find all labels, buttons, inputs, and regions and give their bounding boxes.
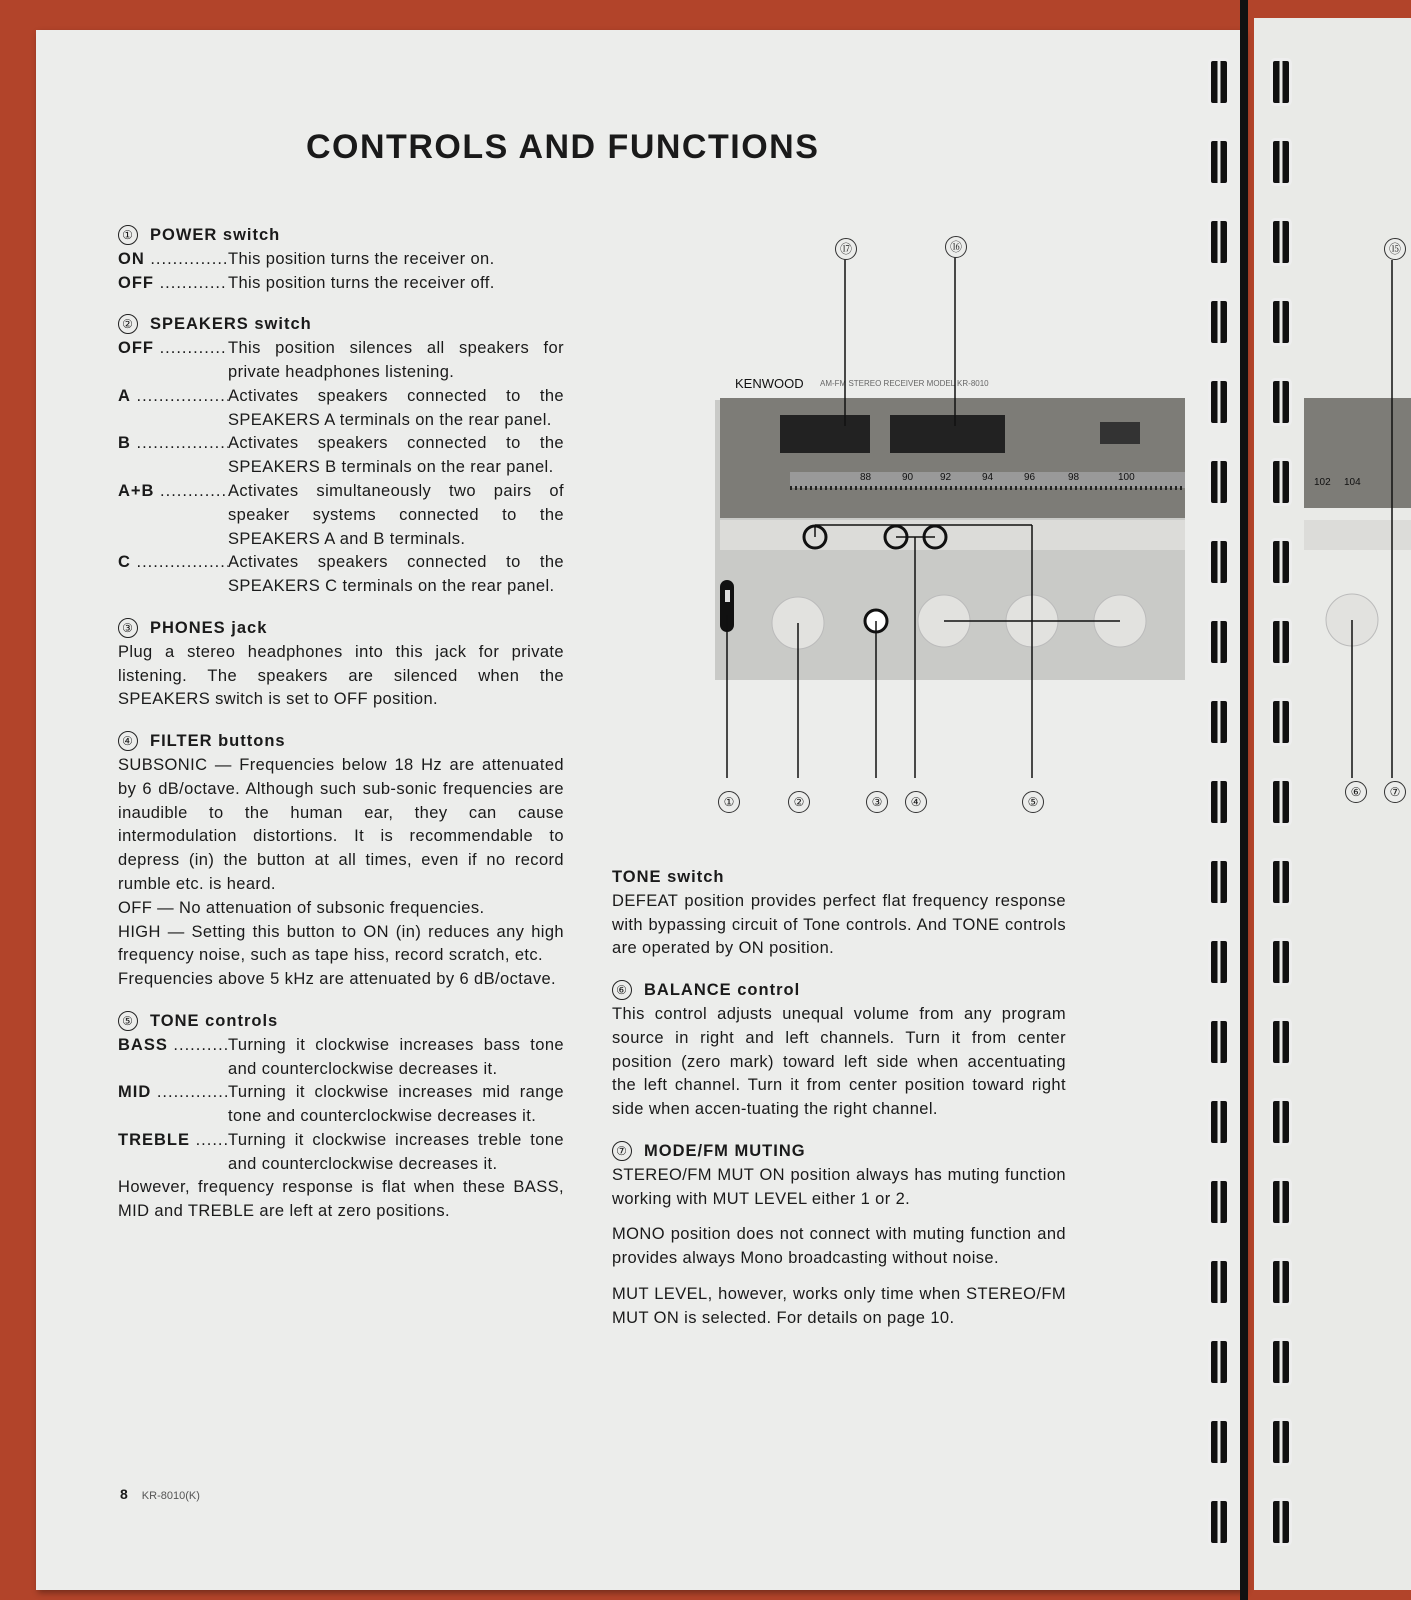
definition-row bbox=[118, 337, 564, 385]
callout-number: ⑤ bbox=[118, 1011, 138, 1031]
callout-number: ④ bbox=[118, 731, 138, 751]
section-heading: PHONES jack bbox=[150, 618, 268, 637]
binding-ring bbox=[1208, 1178, 1230, 1226]
term: A+B ..... bbox=[118, 480, 228, 551]
dial-number: 102 bbox=[1314, 477, 1331, 488]
definition: Activates speakers connected to the SPEAKERS A terminals on the rear panel. bbox=[228, 386, 564, 429]
phones-section bbox=[118, 617, 564, 712]
paragraph: DEFEAT position provides perfect flat frequency response with bypassing circuit of Tone controls. And TONE controls are operated by ON position. bbox=[612, 891, 1066, 958]
callout-number: ③ bbox=[118, 618, 138, 638]
definition-row bbox=[118, 272, 564, 296]
definition-row bbox=[118, 480, 564, 551]
power-section bbox=[118, 224, 564, 295]
section-heading: TONE switch bbox=[612, 868, 725, 886]
callout-number: ② bbox=[118, 314, 138, 334]
binding-ring bbox=[1270, 1018, 1292, 1066]
binding-ring bbox=[1270, 1338, 1292, 1386]
power-switch-indicator bbox=[725, 590, 730, 602]
binding-ring bbox=[1208, 138, 1230, 186]
callout-number: ① bbox=[118, 225, 138, 245]
binding-ring bbox=[1270, 1098, 1292, 1146]
filter-section bbox=[118, 730, 564, 992]
definition-row bbox=[118, 1081, 564, 1129]
binding-ring bbox=[1208, 58, 1230, 106]
section-heading: TONE controls bbox=[150, 1011, 279, 1030]
paragraph: However, frequency response is flat when these BASS, MID and TREBLE are left at zero positions. bbox=[118, 1178, 564, 1221]
callout-number: ⑦ bbox=[612, 1141, 632, 1161]
dial-number: 98 bbox=[1068, 472, 1080, 483]
binding-ring bbox=[1208, 938, 1230, 986]
tone-switch-section bbox=[612, 866, 1066, 961]
definition: This position silences all speakers for private headphones listening. bbox=[228, 339, 564, 381]
binding-ring bbox=[1270, 58, 1292, 106]
dial-number: 104 bbox=[1344, 477, 1361, 488]
definition: Activates speakers connected to the SPEAKERS C terminals on the rear panel. bbox=[228, 553, 564, 596]
paragraph: OFF — No attenuation of subsonic frequencies. bbox=[118, 898, 485, 917]
binding-ring bbox=[1270, 138, 1292, 186]
callout-4: ④ bbox=[905, 791, 927, 813]
callout-2: ② bbox=[788, 791, 810, 813]
callout-7: ⑦ bbox=[1384, 781, 1406, 803]
callout-3: ③ bbox=[866, 791, 888, 813]
paragraph: Frequencies above 5 kHz are attenuated by 6 dB/octave. bbox=[118, 970, 557, 989]
binding-ring bbox=[1208, 1498, 1230, 1546]
dial-number: 94 bbox=[982, 472, 994, 483]
definition-row bbox=[118, 1129, 564, 1177]
definition-row bbox=[118, 1034, 564, 1082]
model-code: KR-8010(K) bbox=[141, 1490, 200, 1502]
binding-ring bbox=[1208, 1258, 1230, 1306]
binding-ring bbox=[1208, 858, 1230, 906]
right-column bbox=[612, 866, 1066, 1349]
binding-ring bbox=[1208, 1338, 1230, 1386]
callout-17: ⑰ bbox=[835, 238, 857, 260]
paragraph: STEREO/FM MUT ON position always has muting function working with MUT LEVEL either 1 or 2. bbox=[612, 1165, 1066, 1208]
term: ON ..... bbox=[118, 248, 228, 272]
meter-left bbox=[780, 415, 870, 453]
term: A ..... bbox=[118, 385, 228, 433]
page-title: CONTROLS AND FUNCTIONS bbox=[306, 128, 820, 166]
paragraph: MONO position does not connect with muting function and provides always Mono broadcasting without noise. bbox=[612, 1225, 1066, 1268]
binding-ring bbox=[1270, 1258, 1292, 1306]
paragraph: MUT LEVEL, however, works only time when STEREO/FM MUT ON is selected. For details on page 10. bbox=[612, 1284, 1066, 1327]
receiver-front-panel-figure bbox=[640, 230, 1410, 820]
definition: Turning it clockwise increases treble tone and counterclockwise decreases it. bbox=[228, 1130, 564, 1173]
term: C ..... bbox=[118, 551, 228, 599]
model-line: AM-FM STEREO RECEIVER MODEL KR-8010 bbox=[820, 379, 989, 388]
brand-logo: KENWOOD bbox=[735, 376, 804, 391]
definition: Activates speakers connected to the SPEAKERS B terminals on the rear panel. bbox=[228, 434, 564, 477]
balance-section bbox=[612, 979, 1066, 1122]
callout-1: ① bbox=[718, 791, 740, 813]
binding-ring bbox=[1270, 1178, 1292, 1226]
callout-16: ⑯ bbox=[945, 236, 967, 258]
paragraph: This control adjusts unequal volume from any program source in right and left channels. Turn it from center position (zero mark) toward left side when accentuating the left channel. Turn it from center position toward right side when accen-tuating the right channel. bbox=[612, 1004, 1066, 1119]
callout-number: ⑥ bbox=[612, 980, 632, 1000]
mode-section bbox=[612, 1140, 1066, 1331]
term: BASS ..... bbox=[118, 1034, 228, 1082]
definition-row bbox=[118, 385, 564, 433]
definition: Turning it clockwise increases bass tone and counterclockwise decreases it. bbox=[228, 1035, 564, 1078]
definition: This position turns the receiver off. bbox=[228, 273, 495, 292]
left-column bbox=[118, 224, 564, 1242]
binding-ring bbox=[1208, 1418, 1230, 1466]
dial-number: 92 bbox=[940, 472, 952, 483]
term: OFF ..... bbox=[118, 337, 228, 385]
definition-row bbox=[118, 551, 564, 599]
term: MID ..... bbox=[118, 1081, 228, 1129]
binding-ring bbox=[1270, 1498, 1292, 1546]
binding-ring bbox=[1208, 1098, 1230, 1146]
callout-15: ⑮ bbox=[1384, 238, 1406, 260]
definition: This position turns the receiver on. bbox=[228, 249, 495, 268]
right-page-figure bbox=[1304, 230, 1411, 810]
dial-number: 96 bbox=[1024, 472, 1036, 483]
section-heading: POWER switch bbox=[150, 226, 281, 244]
meter-right bbox=[890, 415, 1005, 453]
speakers-section bbox=[118, 313, 564, 599]
binding-ring bbox=[1270, 938, 1292, 986]
stereo-indicator bbox=[1100, 422, 1140, 444]
paragraph: Plug a stereo headphones into this jack for private listening. The speakers are silenced when the SPEAKERS switch is set to OFF position. bbox=[118, 642, 564, 709]
dial-number: 100 bbox=[1118, 472, 1135, 483]
section-heading: BALANCE control bbox=[644, 981, 801, 1000]
term: B ..... bbox=[118, 432, 228, 480]
page-footer bbox=[120, 1486, 200, 1502]
paragraph: HIGH — Setting this button to ON (in) reduces any high frequency noise, such as tape hiss, record scratch, etc. bbox=[118, 922, 564, 965]
binding-ring bbox=[1270, 1418, 1292, 1466]
page-number: 8 bbox=[120, 1486, 128, 1502]
dial-number: 88 bbox=[860, 472, 872, 483]
callout-5: ⑤ bbox=[1022, 791, 1044, 813]
definition-row bbox=[118, 432, 564, 480]
term: TREBLE ..... bbox=[118, 1129, 228, 1177]
binding-ring bbox=[1270, 858, 1292, 906]
tone-controls-section bbox=[118, 1010, 564, 1224]
section-heading: SPEAKERS switch bbox=[150, 315, 312, 334]
binding-ring bbox=[1208, 1018, 1230, 1066]
section-heading: FILTER buttons bbox=[150, 732, 286, 751]
term: OFF ..... bbox=[118, 272, 228, 296]
definition: Turning it clockwise increases mid range tone and counterclockwise decreases it. bbox=[228, 1083, 564, 1126]
definition-row bbox=[118, 248, 564, 272]
paragraph: SUBSONIC — Frequencies below 18 Hz are attenuated by 6 dB/octave. Although such sub-sonic frequencies are inaudible to the human ear, they can cause intermodulation distortions. It is recommendable to depress (in) the button at all times, even if no record rumble etc. is heard. bbox=[118, 755, 564, 893]
section-heading: MODE/FM MUTING bbox=[644, 1141, 806, 1160]
callout-6: ⑥ bbox=[1345, 781, 1367, 803]
definition: Activates simultaneously two pairs of speaker systems connected to the SPEAKERS A and B terminals. bbox=[228, 481, 564, 548]
dial-number: 90 bbox=[902, 472, 914, 483]
